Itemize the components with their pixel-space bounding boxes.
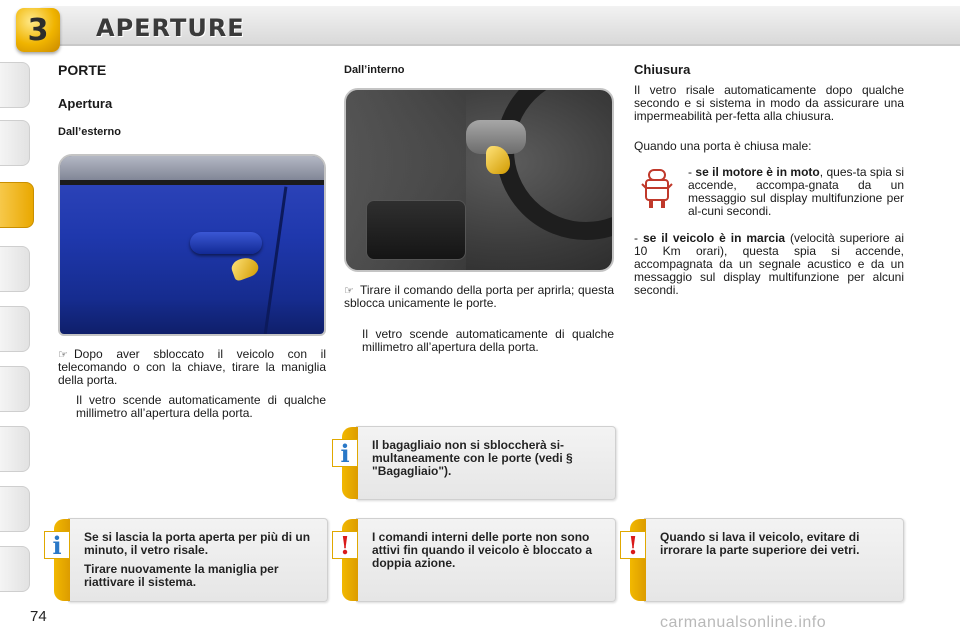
warning-note-deadlock [339, 518, 616, 602]
info-note-window [52, 518, 328, 602]
warning-note-deadlock-text: I comandi interni delle porte non sono attivi fin quando il veicolo è bloccato a doppia azione. [372, 530, 593, 570]
closing-heading: Chiusura [634, 62, 691, 77]
info-note-window-text [84, 531, 319, 589]
dash: - [634, 231, 638, 245]
window-switch-panel [366, 200, 466, 260]
dash: - [688, 165, 692, 179]
door-handle [190, 232, 262, 254]
subhead-exterior: Dall’esterno [58, 126, 121, 138]
door-open-warning-icon [640, 168, 674, 210]
closing-condition: Quando una porta è chiusa male: [634, 139, 812, 153]
watermark: carmanualsonline.info [660, 614, 827, 631]
interior-instructions [344, 284, 614, 310]
driving-description: (velocità superiore ai 10 Km orari), questa spia si accende, accompagnata da un segnale acustico e da un messaggio sul display multifunzione per alcuni secondi. [634, 231, 904, 297]
info-icon: i [332, 439, 358, 467]
warning-icon: ! [332, 531, 358, 559]
pointer-icon: ☞ [344, 284, 354, 297]
chapter-tab[interactable] [0, 306, 30, 352]
exterior-instructions [58, 348, 326, 387]
page-header [0, 0, 960, 50]
info-note-boot-text: Il bagagliaio non si sbloccherà si-multaneamente con le porte (vedi § "Bagagliaio"). [372, 438, 573, 478]
interior-door-photo [344, 88, 614, 272]
warning-note-washing [627, 518, 904, 602]
page-title: APERTURE [96, 14, 245, 42]
window-glass [60, 156, 324, 182]
driving-condition: se il veicolo è in marcia [642, 231, 786, 245]
page-number: 74 [30, 608, 47, 625]
steering-wheel [496, 88, 614, 240]
closing-paragraph: Il vetro risale automaticamente dopo qualche secondo e si sistema in modo da assicurare una impermeabilità per-fetta alla chiusura. [634, 83, 904, 123]
info-note-line-2: Tirare nuovamente la maniglia per riattivare il sistema. [84, 562, 279, 589]
chapter-tab-active[interactable] [0, 182, 34, 228]
door-seam [264, 187, 288, 336]
section-heading: PORTE [58, 62, 107, 78]
chapter-badge: 3 [16, 8, 60, 52]
warning-icon: ! [620, 531, 646, 559]
info-note-boot [340, 426, 616, 500]
chapter-tab[interactable] [0, 120, 30, 166]
chapter-tab[interactable] [0, 366, 30, 412]
info-note-line-1: Se si lascia la porta aperta per più di un minuto, il vetro risale. [84, 530, 311, 557]
info-icon: i [44, 531, 70, 559]
engine-condition: se il motore è in moto [695, 165, 820, 179]
chapter-tab[interactable] [0, 426, 30, 472]
interior-step: Tirare il comando della porta per aprirla; questa sblocca unicamente le porte. [344, 283, 614, 310]
chapter-tab[interactable] [0, 62, 30, 108]
warning-item-driving [634, 232, 904, 297]
chapter-tab[interactable] [0, 486, 30, 532]
exterior-note: Il vetro scende automaticamente di qualche millimetro all’apertura della porta. [76, 393, 326, 420]
car-door-photo [58, 154, 326, 336]
chapter-tabs [0, 62, 36, 582]
warning-note-washing-text: Quando si lava il veicolo, evitare di irrorare la parte superiore dei vetri. [660, 530, 860, 557]
interior-note: Il vetro scende automaticamente di qualche millimetro all’apertura della porta. [362, 327, 614, 354]
subsection-heading: Apertura [58, 96, 113, 111]
exterior-step: Dopo aver sbloccato il veicolo con il telecomando o con la chiave, tirare la maniglia della porta. [58, 347, 326, 387]
subhead-interior: Dall’interno [344, 64, 405, 76]
window-trim [60, 180, 324, 185]
chapter-tab[interactable] [0, 246, 30, 292]
engine-description: , ques-ta spia si accende, accompa-gnata da un messaggio sul display multifunzione per al-cuni secondi. [688, 165, 904, 218]
chapter-tab[interactable] [0, 546, 30, 592]
pointer-icon: ☞ [58, 348, 68, 361]
pull-arrow-icon [229, 254, 260, 282]
warning-item-engine [688, 166, 904, 218]
